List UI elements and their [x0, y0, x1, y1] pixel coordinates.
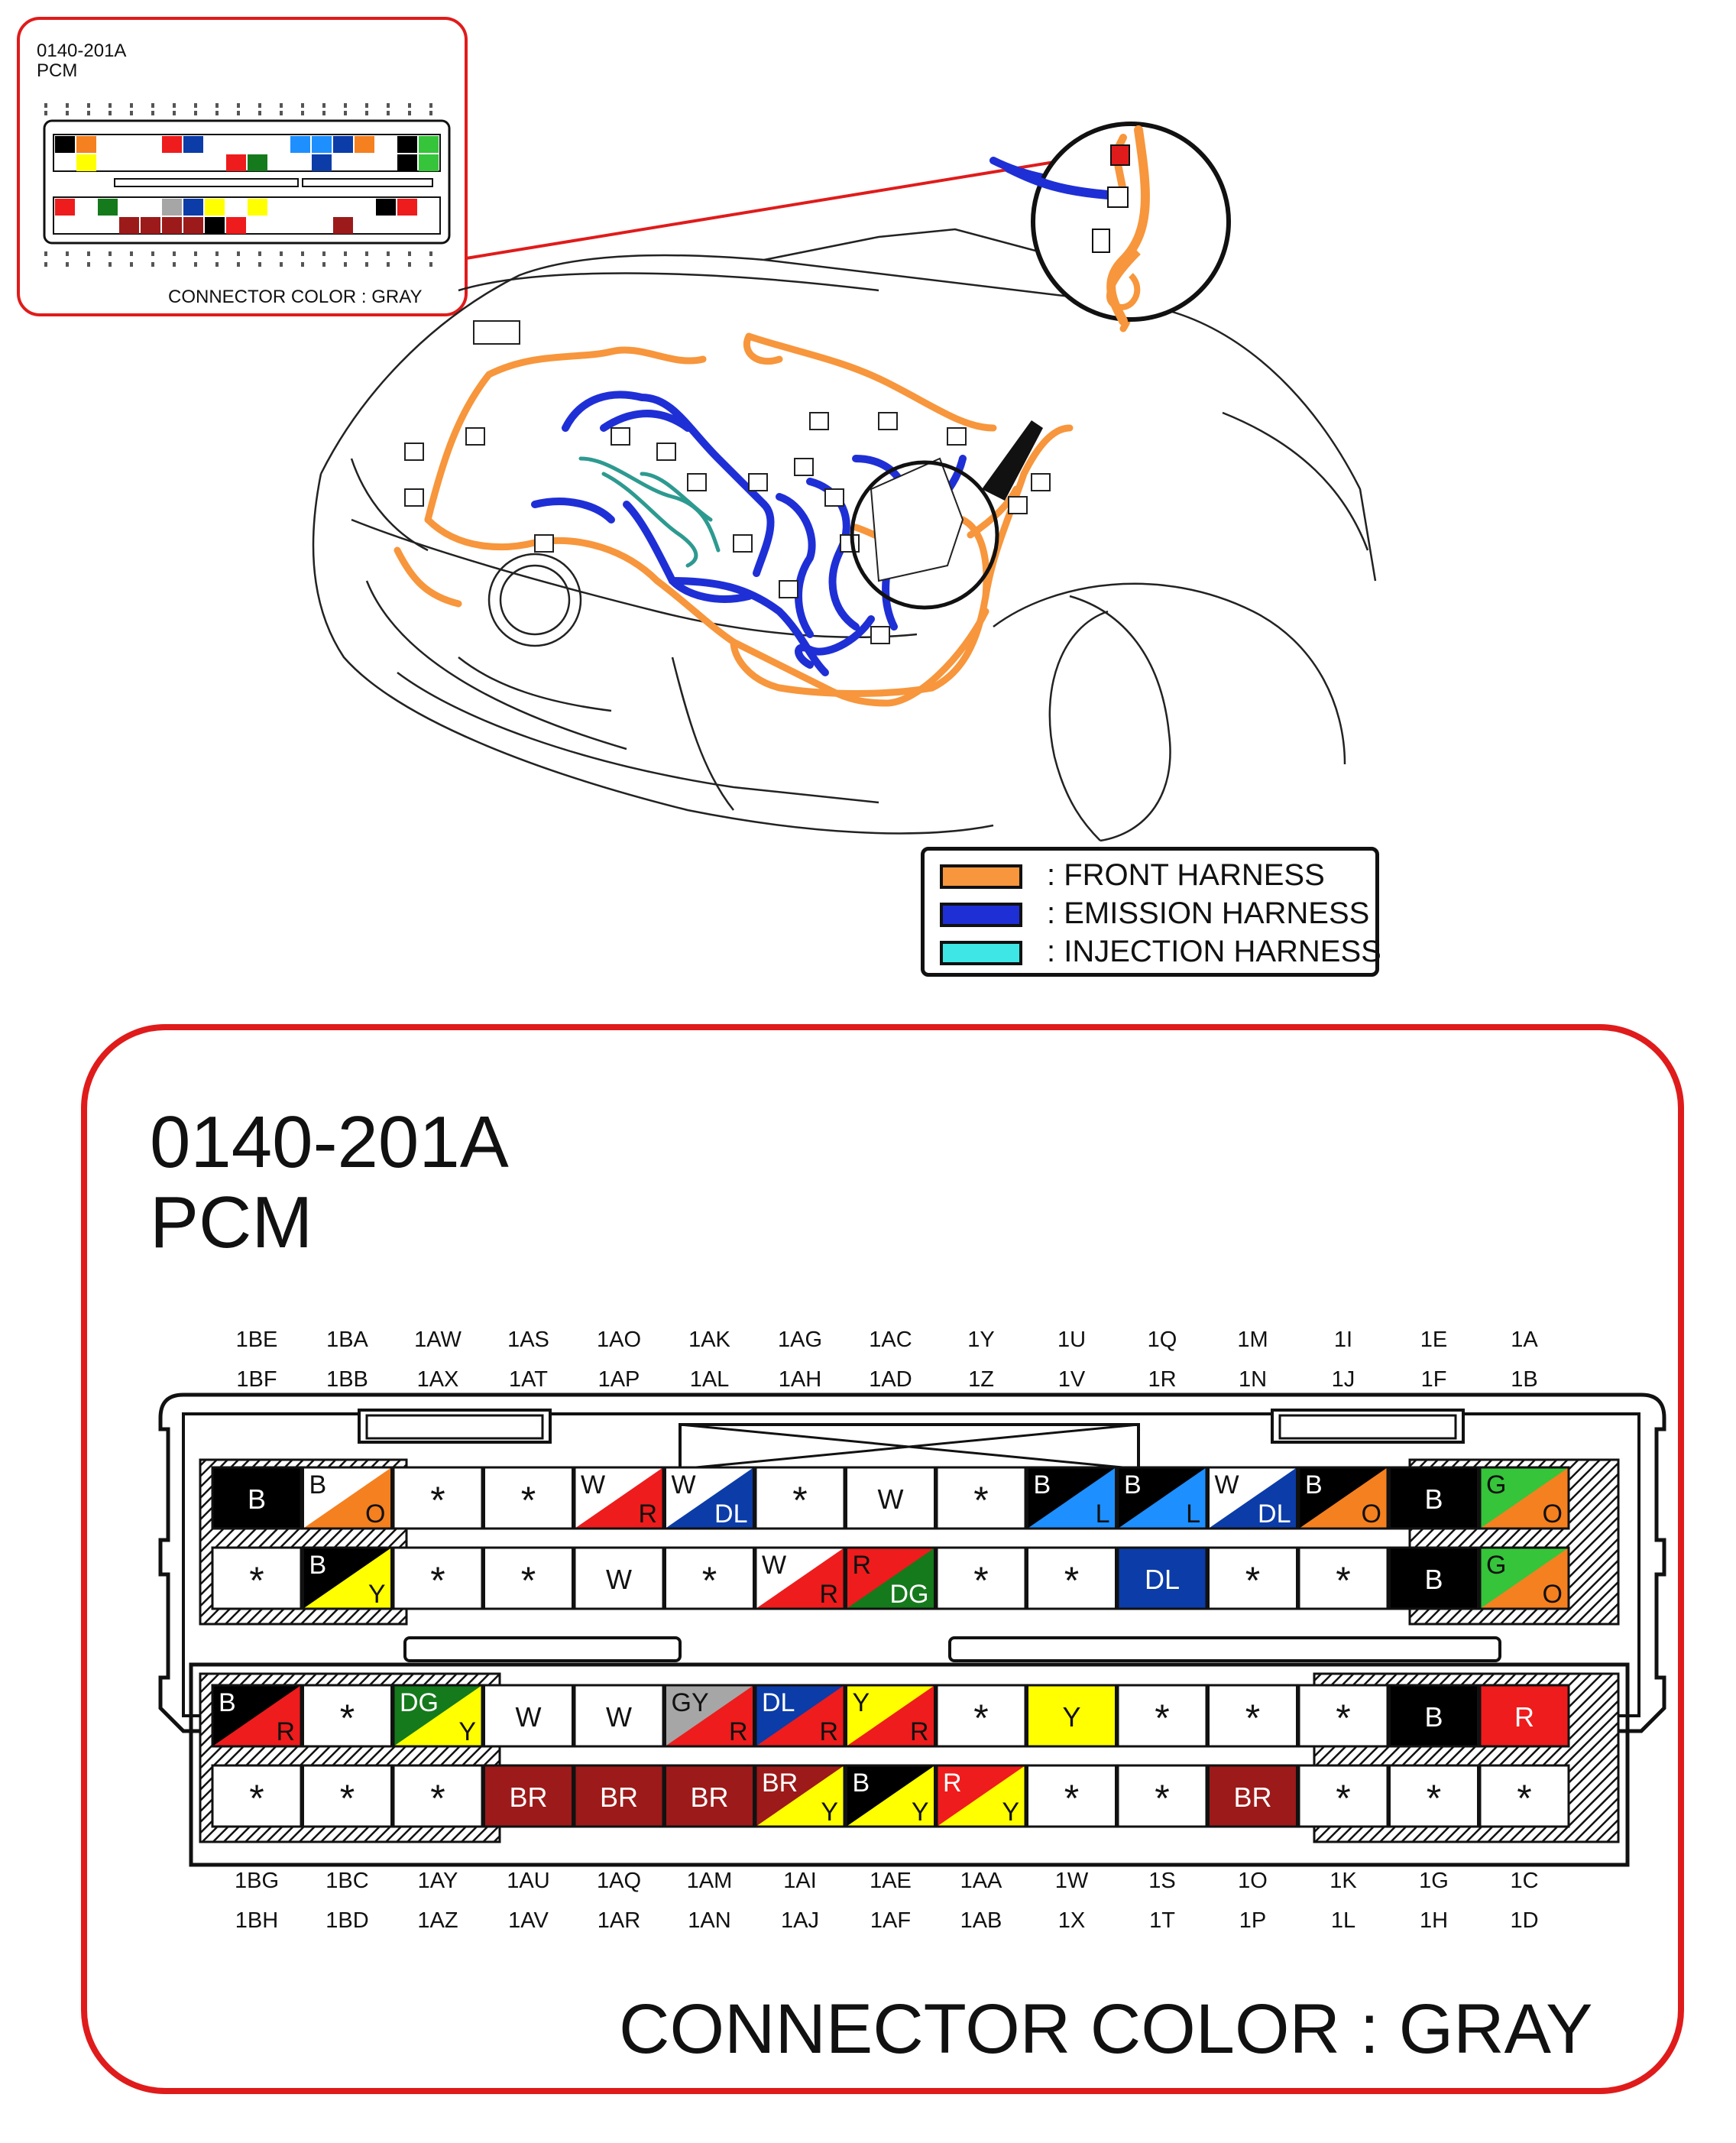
pin-cell — [303, 1467, 392, 1529]
pin-color-stripe: R — [819, 1717, 838, 1746]
pin-unused-mark: * — [249, 1777, 264, 1820]
pin-label-top: 1AG — [777, 1328, 823, 1352]
connector-color-label: CONNECTOR COLOR : GRAY — [619, 1990, 1593, 2068]
pin-cell — [756, 1765, 844, 1827]
pin-label-top: 1AX — [416, 1367, 459, 1392]
pin-label-bottom: 1BD — [326, 1908, 369, 1933]
pin-label-bottom: 1AI — [783, 1869, 817, 1893]
pin-color-primary: B — [852, 1769, 870, 1798]
inset-leader-line — [466, 151, 1119, 258]
pin-color-stripe: O — [1542, 1499, 1563, 1529]
pin-cell — [212, 1548, 301, 1609]
pin-label-bottom: 1AN — [688, 1908, 731, 1933]
pin-unused-mark: * — [430, 1479, 445, 1522]
pin-label-bottom: 1AM — [686, 1869, 733, 1893]
pin-cell — [847, 1548, 935, 1609]
pin-color-label: B — [247, 1483, 267, 1515]
pin-color-label: DL — [1144, 1564, 1181, 1595]
pin-unused-mark: * — [249, 1559, 264, 1602]
pin-label-top: 1J — [1331, 1367, 1355, 1392]
pin-label-bottom: 1AY — [417, 1869, 458, 1893]
pin-unused-mark: * — [430, 1777, 445, 1820]
pin-cell — [756, 1467, 844, 1529]
pin-label-top: 1M — [1237, 1328, 1268, 1352]
pin-label-top: 1B — [1511, 1367, 1538, 1392]
pin-color-stripe: Y — [821, 1798, 838, 1827]
pin-cell — [212, 1685, 301, 1746]
pin-unused-mark: * — [430, 1559, 445, 1602]
zoom-detail-circle — [1009, 124, 1229, 321]
pin-cell — [1390, 1765, 1479, 1827]
pin-color-label: BR — [599, 1782, 639, 1813]
pin-label-top: 1AS — [507, 1328, 549, 1352]
pin-color-primary: B — [1305, 1470, 1323, 1499]
pin-cell — [484, 1685, 573, 1746]
pin-label-bottom: 1AJ — [781, 1908, 819, 1933]
pin-cell — [484, 1467, 573, 1529]
pin-label-top: 1BF — [236, 1367, 277, 1392]
pin-unused-mark: * — [1426, 1777, 1442, 1820]
pin-cell — [303, 1765, 392, 1827]
separator-left — [405, 1638, 680, 1661]
pin-cell — [1390, 1467, 1479, 1529]
pin-color-stripe: R — [909, 1717, 929, 1746]
pin-color-primary: W — [762, 1551, 787, 1580]
pin-color-label: B — [1424, 1701, 1443, 1733]
separator-right — [950, 1638, 1500, 1661]
pin-unused-mark: * — [339, 1777, 355, 1820]
inset-code: 0140-201A — [37, 41, 127, 61]
pin-label-bottom: 1AF — [870, 1908, 912, 1933]
pin-label-bottom: 1BH — [235, 1908, 279, 1933]
pin-cell — [212, 1765, 301, 1827]
pin-cell — [394, 1685, 482, 1746]
pin-unused-mark: * — [1336, 1697, 1351, 1739]
pin-unused-mark: * — [792, 1479, 808, 1522]
pin-cell — [666, 1467, 754, 1529]
pin-cell — [1299, 1548, 1388, 1609]
pin-label-top: 1AW — [414, 1328, 462, 1352]
pin-cell — [937, 1467, 1025, 1529]
pin-cell — [1028, 1765, 1116, 1827]
pin-color-stripe: R — [819, 1580, 838, 1609]
pin-cell — [1028, 1467, 1116, 1529]
legend-swatch-front — [940, 864, 1022, 889]
pin-color-primary: W — [581, 1470, 606, 1499]
pin-label-top: 1AC — [869, 1328, 912, 1352]
pin-unused-mark: * — [973, 1559, 989, 1602]
pin-color-label: W — [877, 1483, 904, 1515]
pin-unused-mark: * — [520, 1559, 536, 1602]
pin-label-bottom: 1W — [1054, 1869, 1089, 1893]
pin-unused-mark: * — [520, 1479, 536, 1522]
pin-cell — [303, 1548, 392, 1609]
pin-label-top: 1Y — [967, 1328, 995, 1352]
pin-color-label: R — [1514, 1701, 1534, 1733]
inset-connector-thumbnail — [44, 105, 449, 264]
pin-color-label: BR — [509, 1782, 548, 1813]
pin-label-bottom: 1AZ — [417, 1908, 458, 1933]
pin-color-primary: B — [309, 1551, 327, 1580]
pin-cell — [1209, 1548, 1297, 1609]
pin-color-label: BR — [1233, 1782, 1272, 1813]
pin-label-bottom: 1AV — [508, 1908, 549, 1933]
connector-name: PCM — [150, 1182, 313, 1263]
pin-label-top: 1AP — [598, 1367, 640, 1392]
pin-label-top: 1N — [1238, 1367, 1268, 1392]
pin-color-stripe: Y — [458, 1717, 476, 1746]
pin-color-stripe: O — [1542, 1580, 1563, 1609]
pin-color-stripe: DL — [1258, 1499, 1291, 1529]
pin-unused-mark: * — [1155, 1777, 1170, 1820]
pin-color-label: B — [1424, 1483, 1443, 1515]
pin-label-top: 1F — [1420, 1367, 1447, 1392]
pin-color-stripe: Y — [1002, 1798, 1019, 1827]
pin-label-bottom: 1BC — [326, 1869, 369, 1893]
pin-cell — [575, 1467, 663, 1529]
pin-color-primary: W — [671, 1470, 696, 1499]
pin-cell — [1209, 1467, 1297, 1529]
pin-cell — [1209, 1765, 1297, 1827]
pin-color-stripe: O — [1361, 1499, 1381, 1529]
pin-cell — [212, 1467, 301, 1529]
pin-label-bottom: 1S — [1148, 1869, 1176, 1893]
pin-label-top: 1AO — [596, 1328, 642, 1352]
legend-swatch-injection — [940, 941, 1022, 965]
harness-location-illustration — [0, 0, 1736, 1009]
pin-cell — [1299, 1467, 1388, 1529]
pin-color-stripe: L — [1095, 1499, 1110, 1529]
legend-label-injection: : INJECTION HARNESS — [1047, 935, 1381, 968]
pin-color-stripe: R — [276, 1717, 295, 1746]
pin-cell — [847, 1685, 935, 1746]
pin-cell — [575, 1548, 663, 1609]
pin-unused-mark: * — [339, 1697, 355, 1739]
pin-unused-mark: * — [1245, 1559, 1261, 1602]
legend-swatch-emission — [940, 903, 1022, 927]
pin-unused-mark: * — [973, 1697, 989, 1739]
pin-color-stripe: DG — [889, 1580, 929, 1609]
pin-label-bottom: 1AB — [960, 1908, 1002, 1933]
bottom-pin-labels — [235, 1869, 1539, 1933]
pin-color-primary: G — [1486, 1551, 1507, 1580]
pin-color-label: W — [606, 1564, 632, 1595]
connector-code: 0140-201A — [150, 1101, 509, 1183]
pin-label-bottom: 1P — [1239, 1908, 1267, 1933]
pin-cell — [1118, 1685, 1206, 1746]
pin-label-top: 1BE — [235, 1328, 278, 1352]
pin-cell — [575, 1685, 663, 1746]
legend-label-emission: : EMISSION HARNESS — [1047, 896, 1370, 930]
pin-color-primary: DL — [762, 1688, 795, 1717]
pin-unused-mark: * — [1155, 1697, 1170, 1739]
pin-label-bottom: 1T — [1149, 1908, 1175, 1933]
pin-color-primary: BR — [762, 1769, 798, 1798]
pin-cell — [1118, 1765, 1206, 1827]
pin-label-top: 1Q — [1147, 1328, 1177, 1352]
pin-label-bottom: 1L — [1330, 1908, 1356, 1933]
pin-color-primary: Y — [852, 1688, 870, 1717]
inset-connector-color: CONNECTOR COLOR : GRAY — [168, 287, 423, 307]
pin-label-bottom: 1X — [1057, 1908, 1086, 1933]
pin-color-primary: GY — [671, 1688, 709, 1717]
pin-cell — [394, 1765, 482, 1827]
pin-cell — [666, 1765, 754, 1827]
pin-cell — [1390, 1685, 1479, 1746]
pin-label-bottom: 1C — [1510, 1869, 1539, 1893]
pin-label-top: 1AH — [778, 1367, 822, 1392]
pin-label-top: 1U — [1057, 1328, 1087, 1352]
pin-label-bottom: 1AR — [597, 1908, 641, 1933]
pin-cell — [484, 1765, 573, 1827]
pin-color-label: Y — [1062, 1701, 1081, 1733]
pin-cell — [937, 1548, 1025, 1609]
legend-label-front: : FRONT HARNESS — [1047, 858, 1325, 892]
pin-cell — [1118, 1548, 1206, 1609]
pin-unused-mark: * — [1336, 1559, 1351, 1602]
pin-cell — [1390, 1548, 1479, 1609]
pin-cell — [575, 1765, 663, 1827]
pin-cell — [756, 1548, 844, 1609]
pin-cell — [1480, 1765, 1569, 1827]
pin-color-stripe: O — [365, 1499, 386, 1529]
pin-color-primary: R — [943, 1769, 962, 1798]
pin-label-top: 1AT — [508, 1367, 549, 1392]
pin-unused-mark: * — [1064, 1559, 1080, 1602]
pin-color-stripe: R — [728, 1717, 748, 1746]
pin-color-stripe: R — [638, 1499, 657, 1529]
pin-color-primary: B — [309, 1470, 327, 1499]
pin-color-primary: R — [852, 1551, 872, 1580]
pin-label-top: 1R — [1148, 1367, 1177, 1392]
pin-label-top: 1Z — [968, 1367, 994, 1392]
pin-cell — [937, 1685, 1025, 1746]
pin-color-primary: B — [1124, 1470, 1142, 1499]
pin-color-label: W — [515, 1701, 542, 1733]
pin-label-top: 1BA — [326, 1328, 368, 1352]
pin-cell — [394, 1548, 482, 1609]
pin-color-stripe: Y — [911, 1798, 929, 1827]
pin-cell — [847, 1467, 935, 1529]
pin-cell — [1299, 1685, 1388, 1746]
pin-color-primary: DG — [400, 1688, 439, 1717]
pin-label-top: 1AD — [869, 1367, 912, 1392]
pin-label-bottom: 1G — [1419, 1869, 1449, 1893]
pin-cell — [484, 1548, 573, 1609]
pin-unused-mark: * — [973, 1479, 989, 1522]
pin-label-top: 1E — [1420, 1328, 1448, 1352]
pin-label-bottom: 1AE — [870, 1869, 912, 1893]
pin-label-bottom: 1AU — [507, 1869, 550, 1893]
pin-label-bottom: 1AA — [960, 1869, 1002, 1893]
pin-unused-mark: * — [1245, 1697, 1261, 1739]
pin-unused-mark: * — [1336, 1777, 1351, 1820]
pin-cell — [1118, 1467, 1206, 1529]
pin-color-primary: B — [219, 1688, 236, 1717]
pin-cell — [847, 1765, 935, 1827]
harness-legend — [921, 847, 1379, 977]
pin-cell — [1480, 1467, 1569, 1529]
pin-label-top: 1BB — [326, 1367, 368, 1392]
pin-cell — [1028, 1685, 1116, 1746]
pin-label-bottom: 1AQ — [596, 1869, 642, 1893]
pin-cell — [303, 1685, 392, 1746]
pin-label-bottom: 1H — [1419, 1908, 1449, 1933]
pin-color-label: B — [1424, 1564, 1443, 1595]
pin-color-stripe: Y — [368, 1580, 386, 1609]
pin-label-bottom: 1O — [1238, 1869, 1268, 1893]
pin-color-label: BR — [690, 1782, 729, 1813]
pin-cell — [666, 1685, 754, 1746]
pin-label-top: 1AL — [689, 1367, 730, 1392]
pin-label-bottom: 1K — [1330, 1869, 1357, 1893]
pcm-connector-face — [0, 1299, 1736, 1949]
pin-label-bottom: 1BG — [234, 1869, 280, 1893]
pin-color-stripe: L — [1186, 1499, 1200, 1529]
pin-cell — [1028, 1548, 1116, 1609]
pin-cell — [756, 1685, 844, 1746]
pin-cell — [666, 1548, 754, 1609]
pin-label-top: 1A — [1511, 1328, 1538, 1352]
pin-cell — [1299, 1765, 1388, 1827]
pin-cell — [937, 1765, 1025, 1827]
pin-label-bottom: 1D — [1510, 1908, 1539, 1933]
pin-cell — [1209, 1685, 1297, 1746]
top-pin-labels — [236, 1328, 1539, 1392]
pin-color-stripe: DL — [714, 1499, 748, 1529]
pin-color-primary: G — [1486, 1470, 1507, 1499]
pin-label-top: 1AK — [688, 1328, 730, 1352]
pin-color-primary: W — [1214, 1470, 1239, 1499]
pin-unused-mark: * — [1064, 1777, 1080, 1820]
inset-name: PCM — [37, 60, 78, 81]
pin-color-primary: B — [1033, 1470, 1051, 1499]
pin-color-label: W — [606, 1701, 632, 1733]
pin-unused-mark: * — [1517, 1777, 1532, 1820]
pin-cell — [394, 1467, 482, 1529]
pin-label-top: 1V — [1057, 1367, 1086, 1392]
pin-unused-mark: * — [701, 1559, 717, 1602]
pin-cell — [1480, 1548, 1569, 1609]
pin-label-top: 1I — [1333, 1328, 1353, 1352]
pin-cell — [1480, 1685, 1569, 1746]
